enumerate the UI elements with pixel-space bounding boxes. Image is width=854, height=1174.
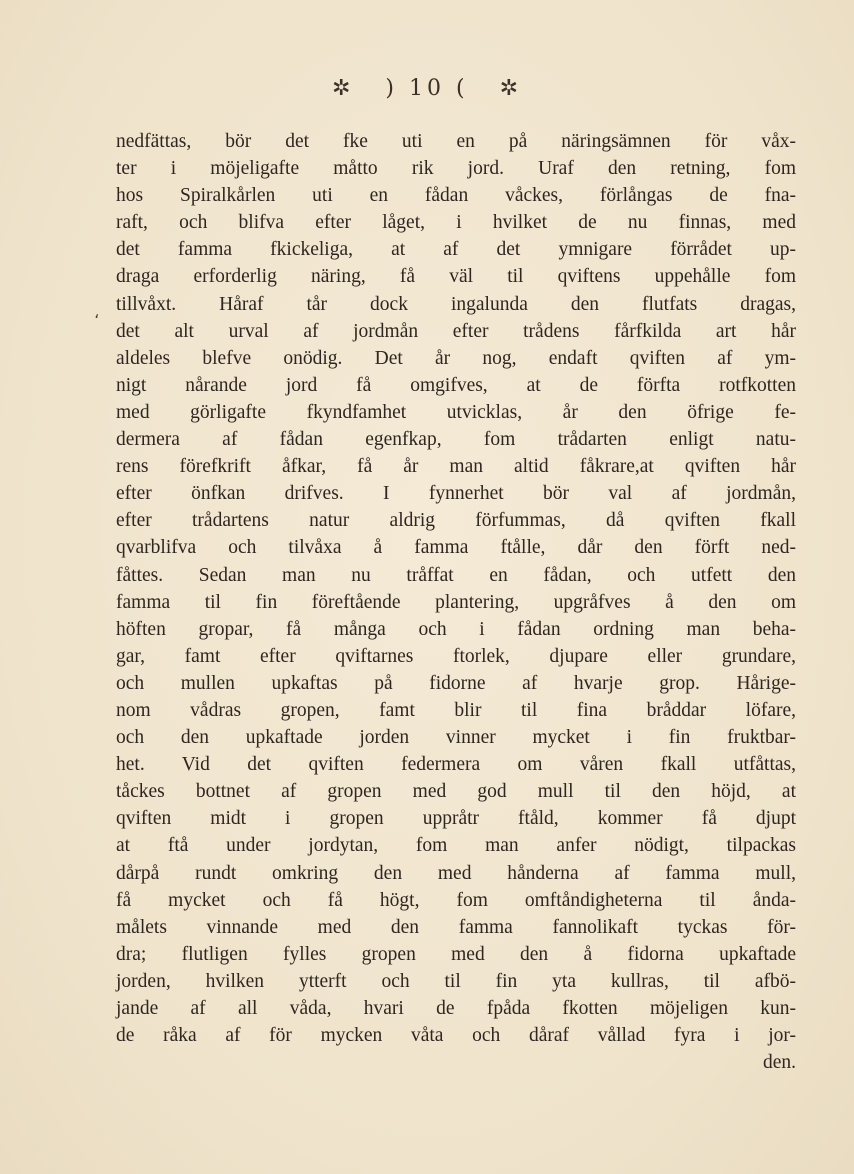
text-line: raft, och blifva efter låget, i hvilket de nu finnas, med [116, 212, 796, 234]
text-line: efter önfkan drifves. I fynnerhet bör val af jordmån, [116, 483, 796, 505]
body-text [116, 128, 796, 1076]
catchword: den. [762, 1052, 796, 1074]
text-line: det alt urval af jordmån efter trådens fårfkilda art hår [116, 320, 796, 342]
text-line: aldeles blefve onödig. Det år nog, endaft qviften af ym- [116, 347, 796, 369]
margin-mark: ، [94, 305, 100, 322]
text-line: hos Spiralkårlen uti en fådan våckes, förlångas de fna- [116, 185, 796, 207]
text-line: gar, famt efter qviftarnes ftorlek, djupare eller grundare, [116, 645, 796, 667]
text-line: qvarblifva och tilvåxa å famma ftålle, dår den förft ned- [116, 537, 796, 559]
text-line: jorden, hvilken ytterft och til fin yta kullras, til afbö- [116, 970, 796, 992]
text-line: fåttes. Sedan man nu tråffat en fådan, och utfett den [116, 564, 796, 586]
text-line: och mullen upkaftas på fidorne af hvarje grop. Hårige- [116, 672, 796, 694]
text-line: höften gropar, få många och i fådan ordning man beha- [116, 618, 796, 640]
text-line: tåckes bottnet af gropen med god mull til den höjd, at [116, 781, 796, 803]
text-line: dermera af fådan egenfkap, fom trådarten enligt natu- [116, 429, 796, 451]
text-line: få mycket och få högt, fom omftåndigheterna til ånda- [116, 889, 796, 911]
text-line: och den upkaftade jorden vinner mycket i fin fruktbar- [116, 727, 796, 749]
text-line: het. Vid det qviften federmera om våren fkall utfåttas, [116, 754, 796, 776]
text-line: rens förefkrift åfkar, få år man altid fåkrare,at qviften hår [116, 456, 796, 478]
text-line: efter trådartens natur aldrig förfummas, då qviften fkall [116, 510, 796, 532]
text-line: målets vinnande med den famma fannolikaft tyckas för- [116, 916, 796, 938]
text-line: tillvåxt. Håraf tår dock ingalunda den flutfats dragas, [116, 293, 796, 315]
text-line: dårpå rundt omkring den med hånderna af famma mull, [116, 862, 796, 884]
text-line: nom vådras gropen, famt blir til fina bråddar löfare, [116, 699, 796, 721]
text-line: ter i möjeligafte måtto rik jord. Uraf den retning, fom [116, 158, 796, 180]
text-line: famma til fin föreftående plantering, upgråfves å den om [116, 591, 796, 613]
text-line: dra; flutligen fylles gropen med den å fidorna upkaftade [116, 943, 796, 965]
page-header [0, 76, 854, 101]
right-star-ornament: ✲ [499, 76, 523, 101]
text-line: jande af all våda, hvari de fpåda fkotten möjeligen kun- [116, 998, 796, 1019]
text-line: de råka af för mycken våta och dåraf vållad fyra i jor- [116, 1025, 796, 1047]
text-line: qviften midt i gropen uppråtr ftåld, kommer få djupt [116, 808, 796, 830]
page-number: ) 10 ( [385, 76, 469, 101]
text-line: at ftå under jordytan, fom man anfer nödigt, tilpackas [116, 835, 796, 857]
text-line: med görligafte fkyndfamhet utvicklas, år den öfrige fe- [116, 401, 796, 423]
text-line: det famma fkickeliga, at af det ymnigare förrådet up- [116, 239, 796, 261]
left-star-ornament: ✲ [331, 76, 355, 101]
text-line: nedfättas, bör det fke uti en på näringsämnen för våx- [116, 131, 796, 152]
text-line: draga erforderlig näring, få väl til qviftens uppehålle fom [116, 266, 796, 288]
text-line: nigt nårande jord få omgifves, at de förfta rotfkotten [116, 374, 796, 396]
